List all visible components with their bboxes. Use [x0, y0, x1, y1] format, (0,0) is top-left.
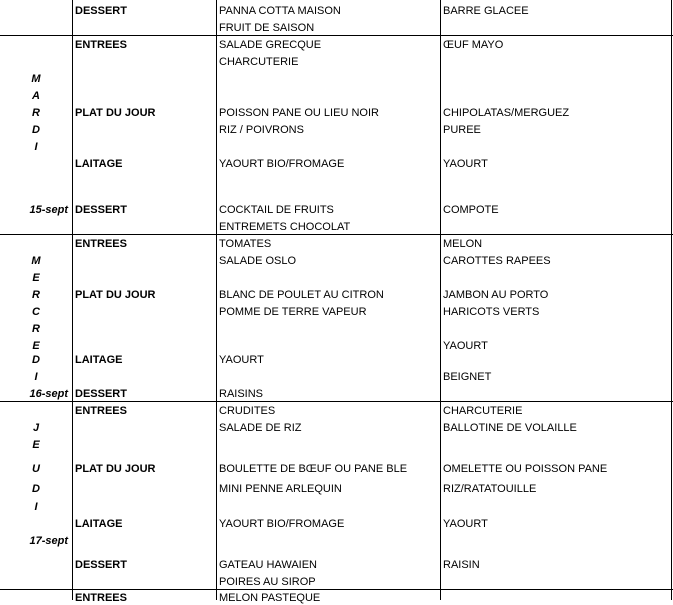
menu-item: BOULETTE DE BŒUF OU PANE BLE	[219, 463, 408, 475]
menu-item: CHARCUTERIE	[443, 405, 523, 417]
grid-line	[0, 35, 673, 36]
category-label: LAITAGE	[75, 518, 123, 530]
category-label: LAITAGE	[75, 354, 123, 366]
menu-item: SALADE DE RIZ	[219, 422, 302, 434]
menu-item: ENTREMETS CHOCOLAT	[219, 221, 351, 233]
menu-item: TOMATES	[219, 238, 272, 250]
day-letter: M	[31, 73, 41, 85]
category-label: ENTREES	[75, 39, 127, 51]
menu-item: YAOURT BIO/FROMAGE	[219, 518, 345, 530]
menu-item: YAOURT	[443, 518, 488, 530]
menu-item: RAISIN	[443, 559, 480, 571]
menu-item: RIZ/RATATOUILLE	[443, 483, 537, 495]
day-letter: I	[34, 141, 38, 153]
category-label: ENTREES	[75, 238, 127, 250]
day-letter: D	[32, 354, 40, 366]
category-label: LAITAGE	[75, 158, 123, 170]
day-letter: R	[32, 289, 40, 301]
menu-item: YAOURT	[219, 354, 264, 366]
day-letter: E	[32, 340, 40, 352]
menu-item: HARICOTS VERTS	[443, 306, 540, 318]
menu-item: FRUIT DE SAISON	[219, 22, 315, 34]
category-label: DESSERT	[75, 559, 127, 571]
menu-item: CRUDITES	[219, 405, 276, 417]
menu-item: COMPOTE	[443, 204, 499, 216]
day-letter: M	[31, 255, 41, 267]
day-date: 16-sept	[29, 388, 68, 400]
menu-item: BALLOTINE DE VOLAILLE	[443, 422, 577, 434]
menu-item: MELON	[443, 238, 483, 250]
menu-item: GATEAU HAWAIEN	[219, 559, 317, 571]
category-label: PLAT DU JOUR	[75, 107, 156, 119]
grid-line	[216, 0, 217, 600]
category-label: ENTREES	[75, 405, 127, 417]
menu-item: BEIGNET	[443, 371, 492, 383]
menu-item: RAISINS	[219, 388, 264, 400]
day-date: 15-sept	[29, 204, 68, 216]
day-letter: I	[34, 501, 38, 513]
day-letter: E	[32, 439, 40, 451]
menu-item: RIZ / POIVRONS	[219, 124, 304, 136]
menu-item: ŒUF MAYO	[443, 39, 504, 51]
day-letter: D	[32, 483, 40, 495]
menu-item: CHARCUTERIE	[219, 56, 299, 68]
menu-item: COCKTAIL DE FRUITS	[219, 204, 334, 216]
menu-item: JAMBON AU PORTO	[443, 289, 549, 301]
day-letter: D	[32, 124, 40, 136]
menu-item: MINI PENNE ARLEQUIN	[219, 483, 342, 495]
day-date: 17-sept	[29, 535, 68, 547]
menu-item: SALADE OSLO	[219, 255, 297, 267]
menu-item: YAOURT BIO/FROMAGE	[219, 158, 345, 170]
day-letter: R	[32, 107, 40, 119]
menu-item: PANNA COTTA MAISON	[219, 5, 341, 17]
category-label: PLAT DU JOUR	[75, 289, 156, 301]
menu-item: YAOURT	[443, 340, 488, 352]
grid-line	[0, 401, 673, 402]
day-letter: E	[32, 272, 40, 284]
grid-line	[440, 0, 441, 600]
day-letter: A	[32, 90, 40, 102]
grid-line	[0, 234, 673, 235]
menu-item: MELON PASTEQUE	[219, 592, 321, 604]
grid-line	[671, 0, 672, 600]
menu-item: PUREE	[443, 124, 481, 136]
category-label: DESSERT	[75, 204, 127, 216]
menu-item: CAROTTES RAPEES	[443, 255, 551, 267]
day-letter: U	[32, 463, 40, 475]
menu-item: CHIPOLATAS/MERGUEZ	[443, 107, 570, 119]
category-label: DESSERT	[75, 388, 127, 400]
menu-item: YAOURT	[443, 158, 488, 170]
menu-item: POISSON PANE OU LIEU NOIR	[219, 107, 379, 119]
menu-item: SALADE GRECQUE	[219, 39, 322, 51]
day-letter: I	[34, 371, 38, 383]
day-letter: J	[32, 422, 40, 434]
grid-line	[72, 0, 73, 600]
menu-item: OMELETTE OU POISSON PANE	[443, 463, 608, 475]
day-letter: C	[32, 306, 40, 318]
day-letter: R	[32, 323, 40, 335]
menu-item: BLANC DE POULET AU CITRON	[219, 289, 384, 301]
menu-item: BARRE GLACEE	[443, 5, 529, 17]
grid-line	[0, 589, 673, 590]
menu-item: POIRES AU SIROP	[219, 576, 316, 588]
category-label: DESSERT	[75, 5, 127, 17]
menu-item: POMME DE TERRE VAPEUR	[219, 306, 367, 318]
category-label: ENTREES	[75, 592, 127, 604]
category-label: PLAT DU JOUR	[75, 463, 156, 475]
